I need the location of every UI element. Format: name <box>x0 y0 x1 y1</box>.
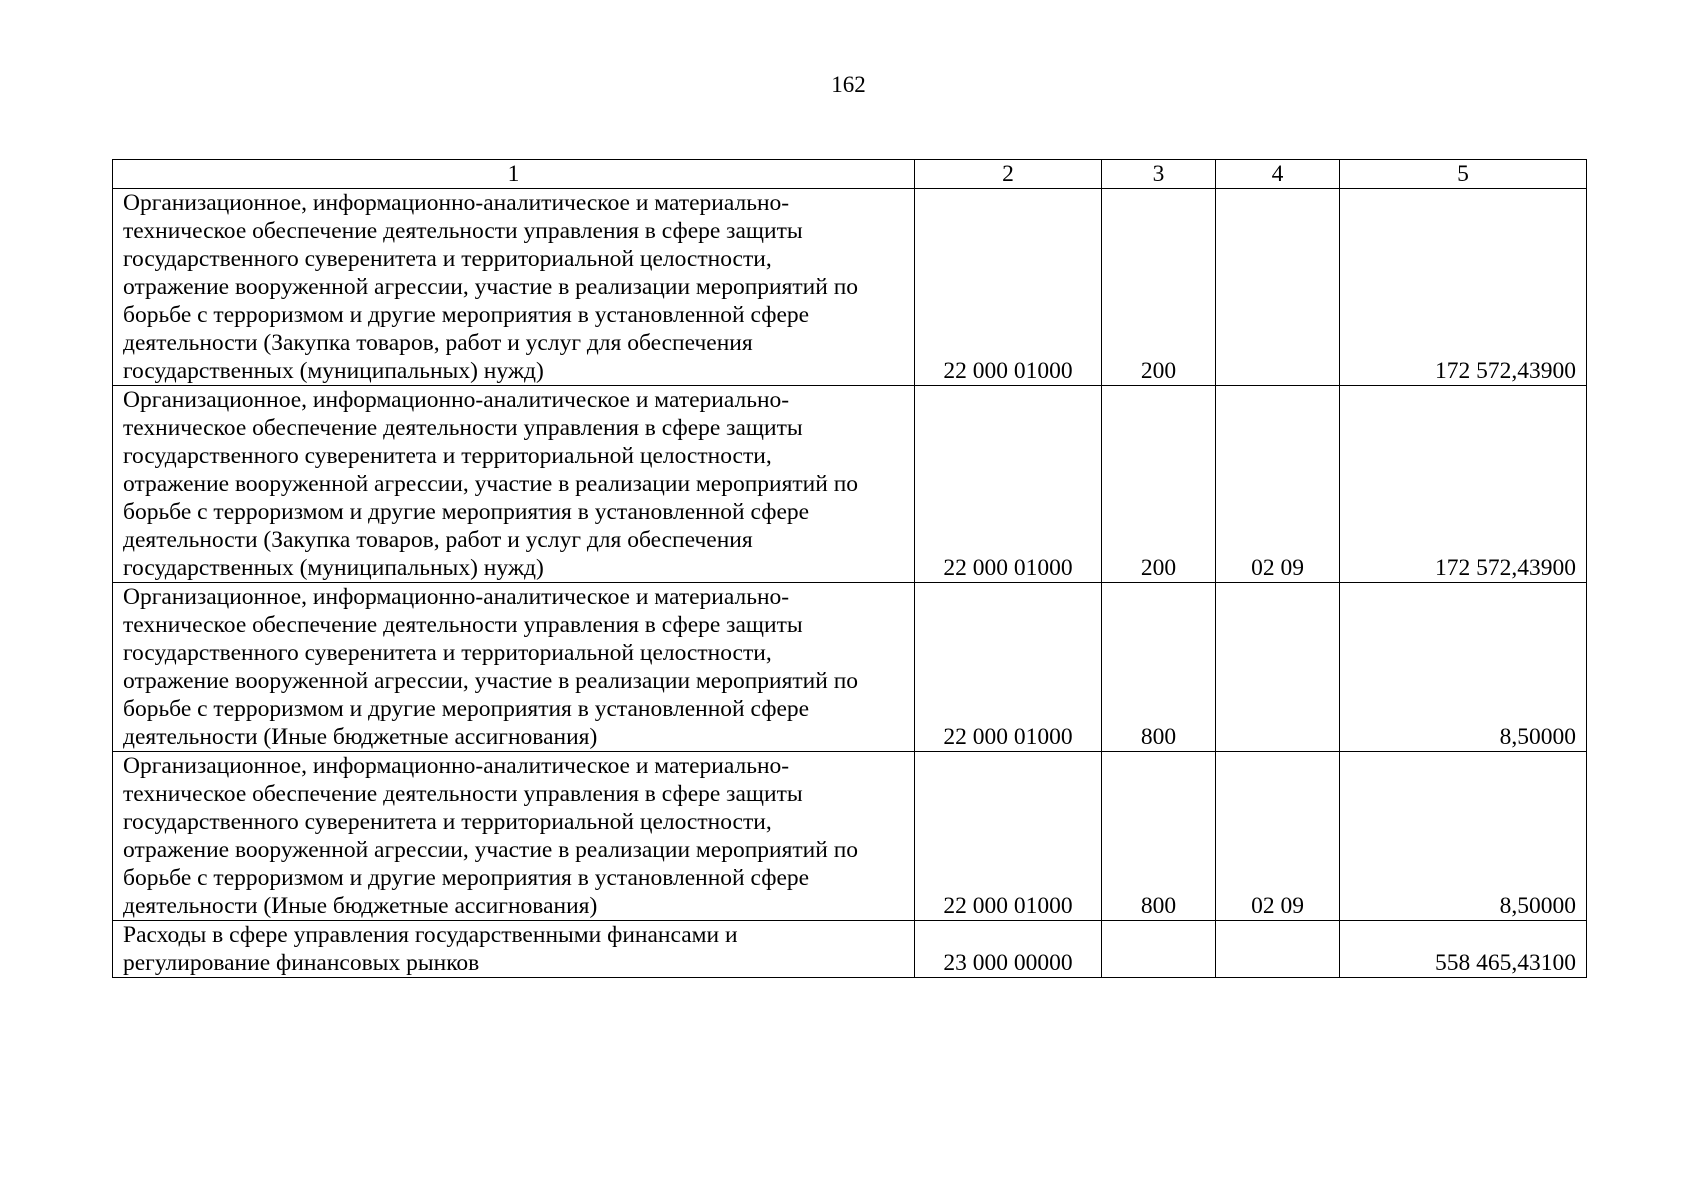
row-section-code: 02 09 <box>1216 752 1340 921</box>
row-target-code: 22 000 01000 <box>915 189 1102 386</box>
row-expense-type <box>1102 921 1216 978</box>
table-row <box>113 189 1587 386</box>
column-header-5: 5 <box>1340 160 1587 189</box>
row-amount: 558 465,43100 <box>1340 921 1587 978</box>
row-description: Организационное, информационно-аналитическое и материально- техническое обеспечение деятельности управления в сфере защиты государственного суверенитета и территориальной целостности, отражение вооруженной агрессии, участие в реализации мероприятий по борьбе с терроризмом и другие мероприятия в установленной сфере деятельности (Иные бюджетные ассигнования) <box>113 752 915 921</box>
row-description: Организационное, информационно-аналитическое и материально- техническое обеспечение деятельности управления в сфере защиты государственного суверенитета и территориальной целостности, отражение вооруженной агрессии, участие в реализации мероприятий по борьбе с терроризмом и другие мероприятия в установленной сфере деятельности (Закупка товаров, работ и услуг для обеспечения государственных (муниципальных) нужд) <box>113 386 915 583</box>
table-header-row <box>113 160 1587 189</box>
row-section-code: 02 09 <box>1216 386 1340 583</box>
table-row <box>113 583 1587 752</box>
table-row <box>113 386 1587 583</box>
row-amount: 172 572,43900 <box>1340 386 1587 583</box>
row-amount: 172 572,43900 <box>1340 189 1587 386</box>
row-target-code: 22 000 01000 <box>915 583 1102 752</box>
row-section-code <box>1216 189 1340 386</box>
row-description: Расходы в сфере управления государственными финансами и регулирование финансовых рынков <box>113 921 915 978</box>
row-expense-type: 200 <box>1102 189 1216 386</box>
row-target-code: 22 000 01000 <box>915 386 1102 583</box>
row-section-code <box>1216 921 1340 978</box>
column-header-3: 3 <box>1102 160 1216 189</box>
row-amount: 8,50000 <box>1340 752 1587 921</box>
row-amount: 8,50000 <box>1340 583 1587 752</box>
row-expense-type: 800 <box>1102 752 1216 921</box>
row-description: Организационное, информационно-аналитическое и материально- техническое обеспечение деятельности управления в сфере защиты государственного суверенитета и территориальной целостности, отражение вооруженной агрессии, участие в реализации мероприятий по борьбе с терроризмом и другие мероприятия в установленной сфере деятельности (Иные бюджетные ассигнования) <box>113 583 915 752</box>
row-expense-type: 200 <box>1102 386 1216 583</box>
row-target-code: 23 000 00000 <box>915 921 1102 978</box>
row-description: Организационное, информационно-аналитическое и материально- техническое обеспечение деятельности управления в сфере защиты государственного суверенитета и территориальной целостности, отражение вооруженной агрессии, участие в реализации мероприятий по борьбе с терроризмом и другие мероприятия в установленной сфере деятельности (Закупка товаров, работ и услуг для обеспечения государственных (муниципальных) нужд) <box>113 189 915 386</box>
table-row <box>113 921 1587 978</box>
row-target-code: 22 000 01000 <box>915 752 1102 921</box>
table-row <box>113 752 1587 921</box>
budget-table <box>112 159 1587 978</box>
page-number: 162 <box>831 72 866 97</box>
row-section-code <box>1216 583 1340 752</box>
column-header-2: 2 <box>915 160 1102 189</box>
column-header-4: 4 <box>1216 160 1340 189</box>
row-expense-type: 800 <box>1102 583 1216 752</box>
column-header-1: 1 <box>113 160 915 189</box>
